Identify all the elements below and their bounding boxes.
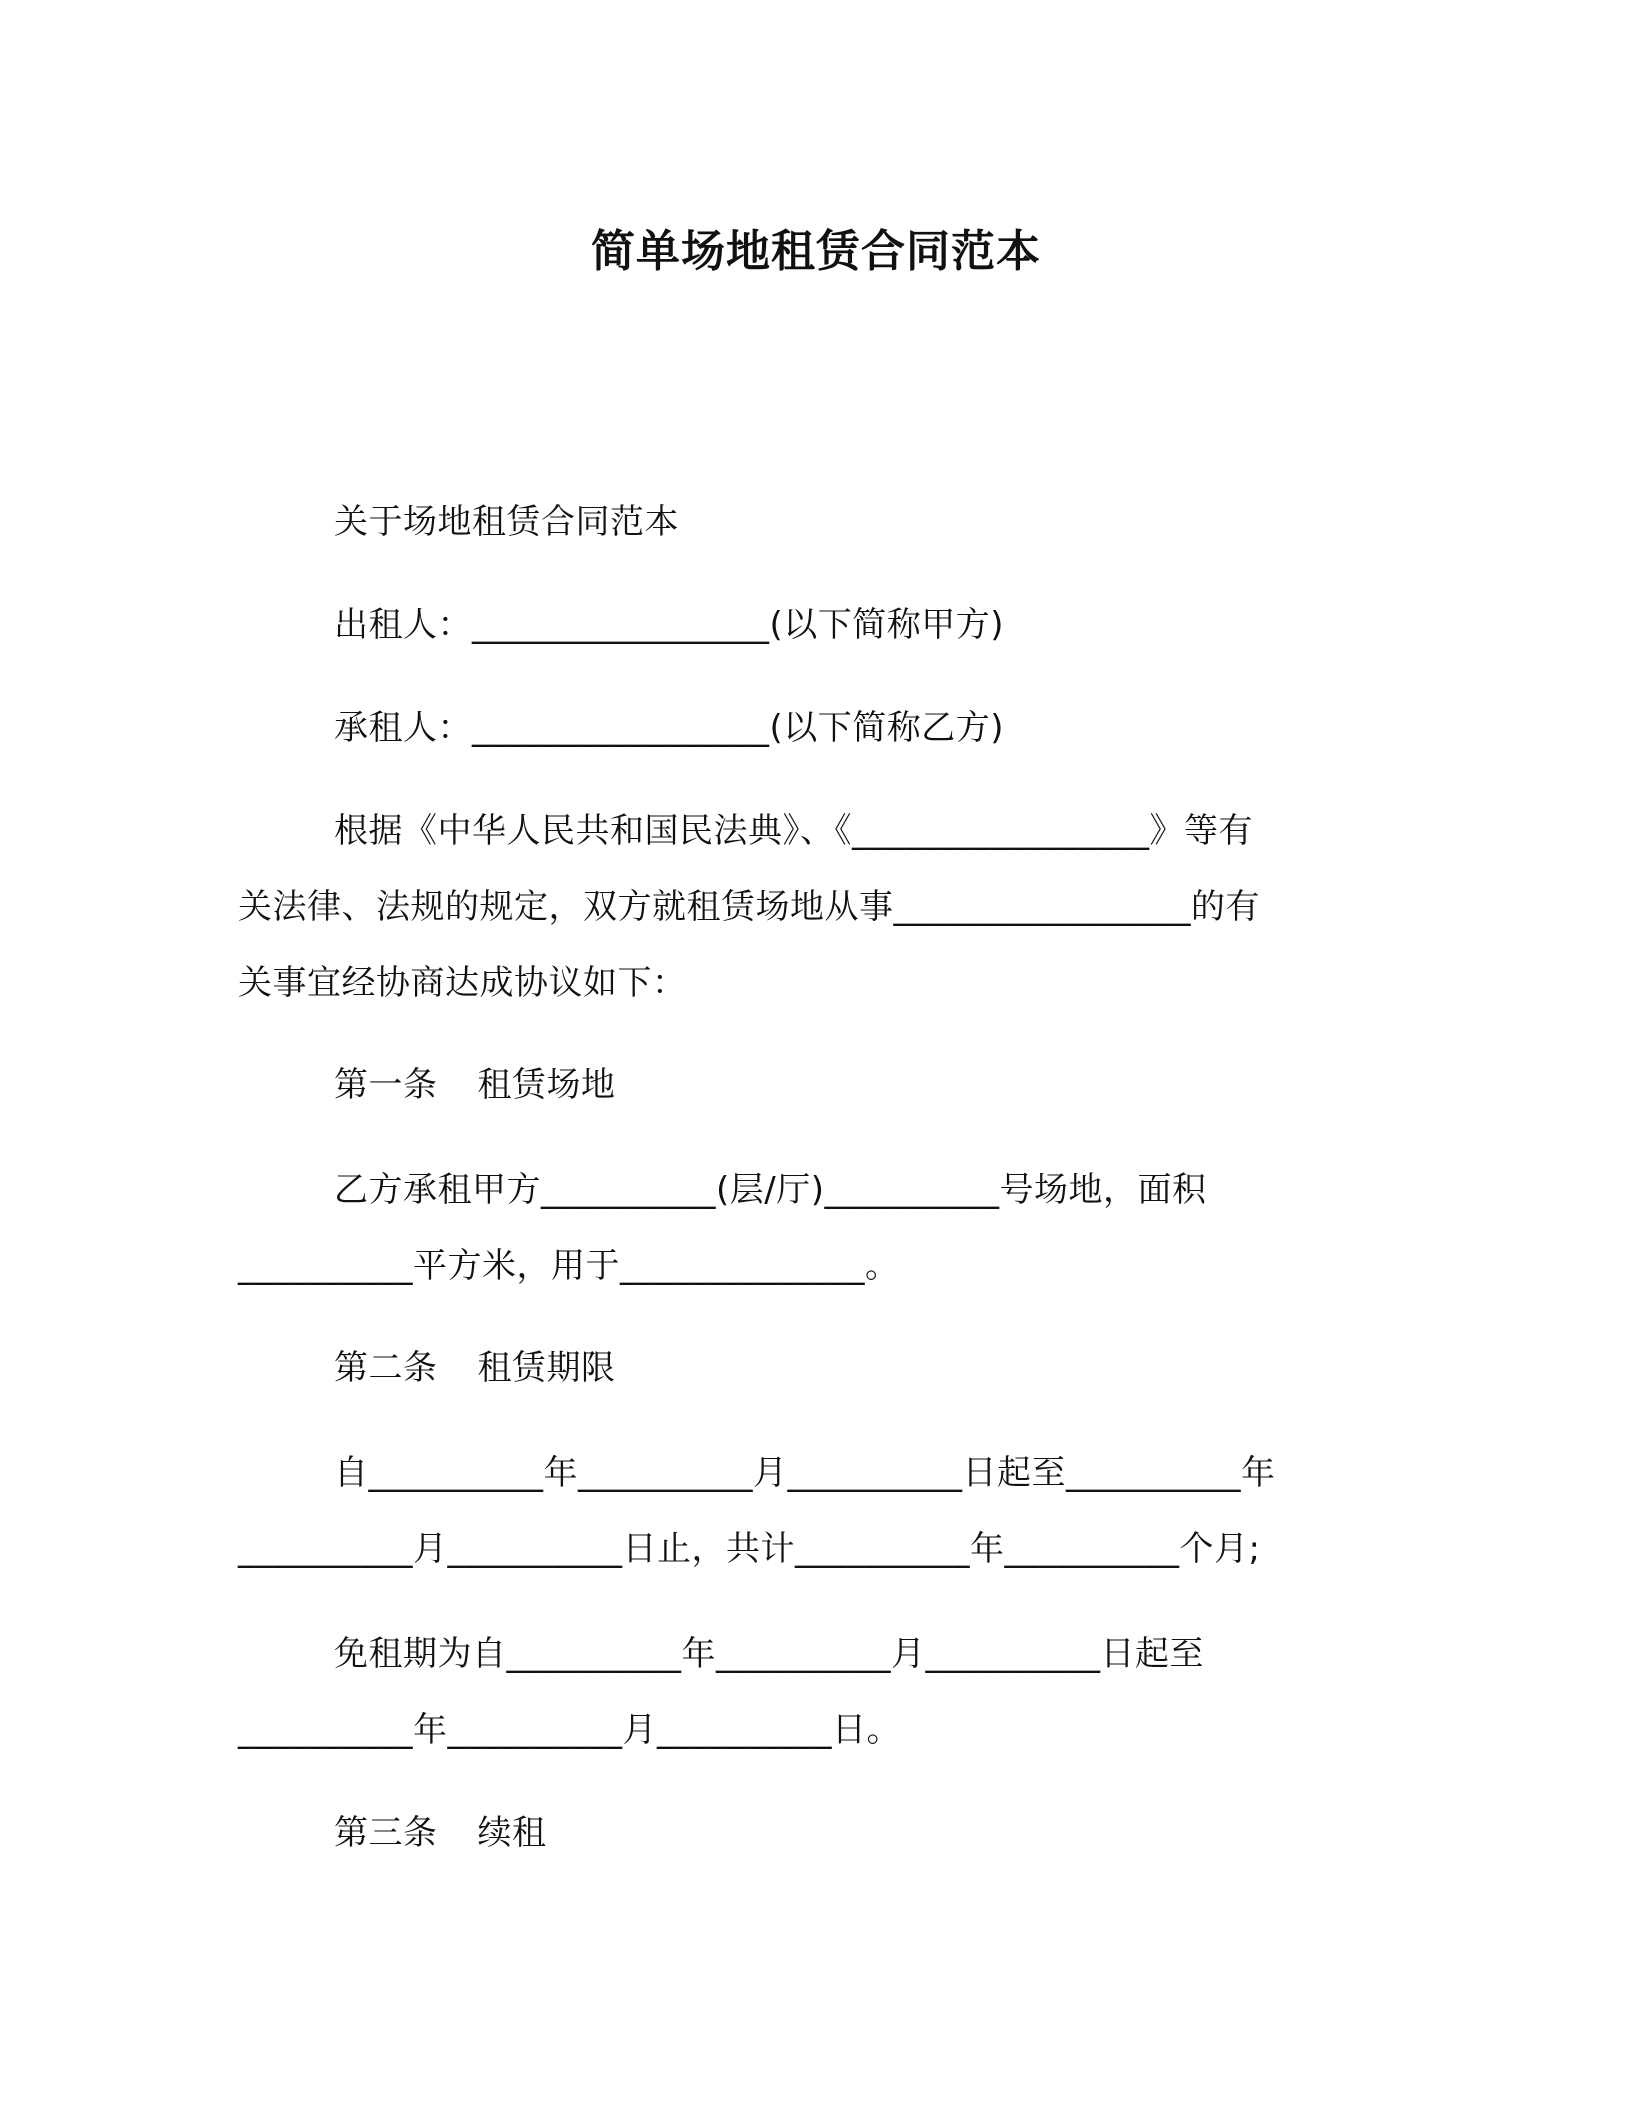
article-2-term-line-1: 自__________年__________月__________日起至__________年 [334, 1453, 1276, 1493]
lessee-line [238, 690, 1484, 766]
basis-paragraph [238, 793, 1388, 1021]
article-2-free-paragraph [238, 1616, 1388, 1768]
lessee-text: 承租人：_________________(以下简称乙方) [334, 708, 1005, 748]
article-1-heading [238, 1047, 1484, 1123]
article-2-term-paragraph [238, 1435, 1388, 1587]
article-1-title: 租赁场地 [477, 1065, 616, 1105]
article-1-line-2: __________平方米，用于______________。 [238, 1246, 900, 1286]
lessor-text: 出租人：_________________(以下简称甲方) [334, 605, 1005, 645]
article-2-free-line-2: __________年__________月__________日。 [238, 1710, 901, 1750]
article-3-heading [238, 1795, 1484, 1871]
intro-line [238, 484, 1484, 560]
article-1-paragraph [238, 1152, 1388, 1304]
basis-line-1: 根据《中华人民共和国民法典》、《_________________》等有 [334, 811, 1253, 851]
basis-line-2: 关法律、法规的规定，双方就租赁场地从事_________________的有 [238, 887, 1260, 927]
document-title: 简单场地租赁合同范本 [591, 226, 1041, 277]
article-2-title: 租赁期限 [477, 1348, 616, 1388]
article-2-heading [238, 1330, 1484, 1406]
article-1-line-1: 乙方承租甲方__________(层/厅)__________号场地，面积 [334, 1170, 1207, 1210]
article-2-term-line-2: __________月__________日止，共计__________年__________个月; [238, 1529, 1261, 1569]
article-3-title: 续租 [477, 1813, 547, 1853]
article-1-number: 第一条 [334, 1065, 438, 1105]
article-2-number: 第二条 [334, 1348, 438, 1388]
article-3-number: 第三条 [334, 1813, 438, 1853]
article-2-free-line-1: 免租期为自__________年__________月__________日起至 [334, 1634, 1204, 1674]
basis-line-3: 关事宜经协商达成协议如下： [238, 963, 687, 1003]
lessor-line [238, 587, 1484, 663]
intro-text: 关于场地租赁合同范本 [334, 502, 679, 542]
